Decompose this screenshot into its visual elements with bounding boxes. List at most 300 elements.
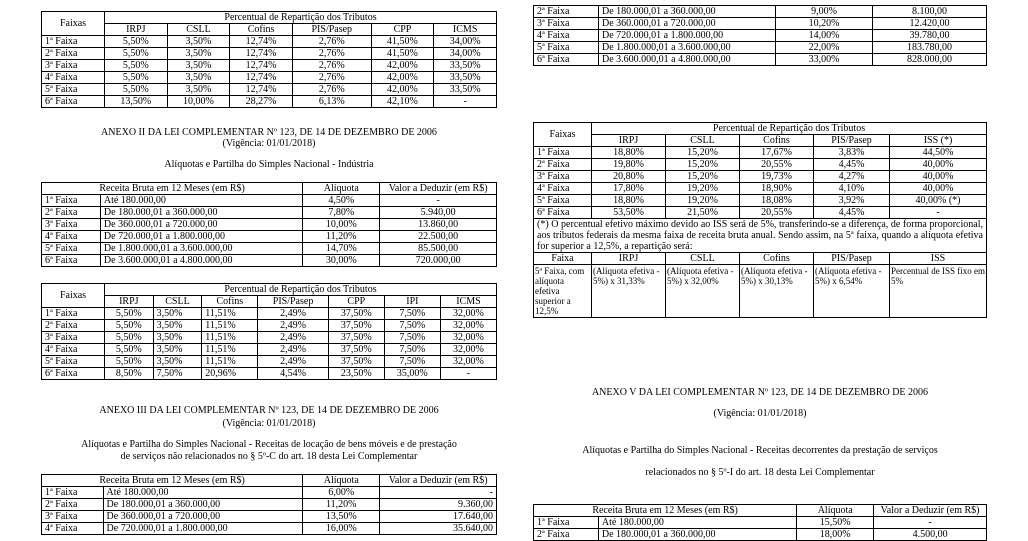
table-row (42, 499, 497, 511)
faixas-header: Faixas (42, 284, 105, 308)
table-cell: 18,80% (592, 147, 666, 159)
table-cell: 28,27% (230, 96, 293, 108)
table-header-row (534, 505, 987, 517)
table-cell: Até 180.000,00 (103, 487, 303, 499)
iss-footnote: (*) O percentual efetivo máximo devido ao ISS será de 5%, transferindo-se a diferença, de forma proporcional, aos tributos federais da mesma faixa de receita bruta anual. Sendo assim, na 5ª faixa, quando a alíquota efetiva for superior a 12,5%, a repartição será: (534, 219, 987, 253)
faixa-label: 1ª Faixa (534, 517, 599, 529)
table-cell: 33,50% (434, 72, 497, 84)
faixa-label: 1ª Faixa (42, 308, 105, 320)
table-header-row (42, 183, 497, 195)
table-cell: 21,50% (666, 207, 740, 219)
table-cell: 3,50% (167, 36, 230, 48)
table-cell: 10,00% (303, 219, 380, 231)
table-cell: 11,51% (202, 344, 258, 356)
table-row (42, 243, 497, 255)
table-row (42, 231, 497, 243)
table-cell: 42,00% (371, 72, 434, 84)
table-cell: 19,73% (740, 171, 814, 183)
anexo3-subtitle-1: Alíquotas e Partilha do Simples Nacional - Receitas de locação de bens móveis e de prestação (81, 439, 457, 450)
table-cell: 32,00% (440, 356, 496, 368)
table-cell: 10,20% (776, 18, 873, 30)
anexo2-aliquota-table (41, 182, 497, 267)
faixa-label: 3ª Faixa (534, 171, 592, 183)
table-cell: 13,50% (105, 96, 168, 108)
table-cell: 5,50% (105, 72, 168, 84)
anexo4-repartition-table (533, 122, 987, 318)
anexo3-vigencia: (Vigência: 01/01/2018) (222, 418, 316, 429)
table-cell: 2,76% (292, 60, 371, 72)
table-row (42, 368, 497, 380)
table-cell: 19,20% (666, 183, 740, 195)
table-cell: 19,80% (592, 159, 666, 171)
table-cell: De 360.000,01 a 720.000,00 (100, 219, 302, 231)
table-cell: 20,80% (592, 171, 666, 183)
table-cell: 2,49% (258, 344, 328, 356)
table-row (534, 159, 987, 171)
faixa-label: 3ª Faixa (42, 219, 101, 231)
table-cell: 828.000,00 (873, 54, 987, 66)
table-cell: 4,45% (814, 159, 890, 171)
col-header: Cofins (230, 24, 293, 36)
col-header: CPP (328, 296, 384, 308)
table-cell: (Alíquota efetiva - 5%) x 6,54% (814, 265, 890, 318)
faixa-label: 4ª Faixa (42, 344, 105, 356)
table-cell: De 180.000,01 a 360.000,00 (103, 499, 303, 511)
table-cell: 53,50% (592, 207, 666, 219)
faixa-label: 2ª Faixa (534, 6, 599, 18)
table-cell: 3,50% (167, 60, 230, 72)
faixa-label: 5ª Faixa (534, 195, 592, 207)
table-cell: 20,55% (740, 207, 814, 219)
table-cell: 20,96% (202, 368, 258, 380)
table-row (534, 517, 987, 529)
table-cell: 32,00% (440, 344, 496, 356)
anexo4-aliquota-table (533, 5, 987, 66)
table-row (42, 356, 497, 368)
col-header: CSLL (666, 253, 740, 265)
table-cell: 18,08% (740, 195, 814, 207)
faixa-label: 5ª Faixa (42, 356, 105, 368)
table-cell: 37,50% (328, 320, 384, 332)
table-cell: De 360.000,01 a 720.000,00 (599, 18, 776, 30)
table-row (42, 36, 497, 48)
table-cell: 34,00% (434, 36, 497, 48)
table-row (42, 511, 497, 523)
table-cell: 39.780,00 (873, 30, 987, 42)
table-cell: 9.360,00 (380, 499, 497, 511)
table-cell: (Alíquota efetiva - 5%) x 31,33% (592, 265, 666, 318)
table-cell: 11,51% (202, 332, 258, 344)
table-cell: 33,00% (776, 54, 873, 66)
table-cell: 14,00% (776, 30, 873, 42)
table-cell: 4,10% (814, 183, 890, 195)
col-header: ISS (*) (890, 135, 987, 147)
table-row (534, 171, 987, 183)
col-header: Alíquota (797, 505, 874, 517)
col-header: ISS (890, 253, 987, 265)
table-row (42, 344, 497, 356)
faixa-label: 1ª Faixa (42, 487, 104, 499)
table-cell: 4,54% (258, 368, 328, 380)
table-row (42, 487, 497, 499)
anexo5-title: ANEXO V DA LEI COMPLEMENTAR Nº 123, DE 14 DE DEZEMBRO DE 2006 (591, 387, 929, 398)
table-cell: 7,50% (153, 368, 202, 380)
faixas-header: Faixas (534, 123, 592, 147)
table-cell: - (434, 96, 497, 108)
table-cell: (Alíquota efetiva - 5%) x 32,00% (666, 265, 740, 318)
table-cell: 3,50% (153, 356, 202, 368)
table-cell: 7,50% (384, 344, 440, 356)
table-row (42, 84, 497, 96)
anexo5-aliquota-table (533, 504, 987, 541)
table-row (534, 54, 987, 66)
table-row (42, 320, 497, 332)
faixa-label: 6ª Faixa (42, 255, 101, 267)
table-cell: (Alíquota efetiva - 5%) x 30,13% (740, 265, 814, 318)
table-cell: 5ª Faixa, com alíquota efetiva superior a 12,5% (534, 265, 592, 318)
table-cell: 40,00% (*) (890, 195, 987, 207)
table-cell: 2,49% (258, 356, 328, 368)
table-cell: 5,50% (105, 332, 154, 344)
table-cell: 22,00% (776, 42, 873, 54)
table-row (42, 72, 497, 84)
table-cell: Percentual de ISS fixo em 5% (890, 265, 987, 318)
column-headers (42, 24, 497, 36)
table-cell: 33,50% (434, 84, 497, 96)
table-row (42, 255, 497, 267)
table-cell: 30,00% (303, 255, 380, 267)
faixa-label: 3ª Faixa (534, 18, 599, 30)
anexo5-subtitle-2: relacionados no § 5º-I do art. 18 desta Lei Complementar (645, 467, 875, 478)
table-cell: 13.860,00 (380, 219, 497, 231)
table-row (42, 332, 497, 344)
table-cell: 5,50% (105, 356, 154, 368)
table-cell: 5,50% (105, 84, 168, 96)
table-cell: 14,70% (303, 243, 380, 255)
col-header: IRPJ (592, 253, 666, 265)
table-cell: 22.500,00 (380, 231, 497, 243)
table-row (534, 30, 987, 42)
col-header: Valor a Deduzir (em R$) (380, 183, 497, 195)
table-cell: 3,50% (153, 320, 202, 332)
table-cell: 9,00% (776, 6, 873, 18)
table-row (42, 195, 497, 207)
anexo5-subtitle-1: Alíquotas e Partilha do Simples Nacional - Receitas decorrentes da prestação de serviços (582, 445, 938, 456)
table-cell: 12,74% (230, 72, 293, 84)
faixa-label: 5ª Faixa (42, 84, 105, 96)
col-header: ICMS (440, 296, 496, 308)
table-cell: 13,50% (303, 511, 380, 523)
table-row (534, 183, 987, 195)
table-cell: 35,00% (384, 368, 440, 380)
table-cell: 3,50% (167, 48, 230, 60)
faixa-label: 6ª Faixa (534, 54, 599, 66)
table-cell: Até 180.000,00 (598, 517, 796, 529)
table-cell: 11,20% (303, 231, 380, 243)
table-cell: 12,74% (230, 48, 293, 60)
table-cell: 11,51% (202, 320, 258, 332)
table-cell: 2,76% (292, 72, 371, 84)
table-cell: 5,50% (105, 60, 168, 72)
faixa-label: 4ª Faixa (42, 72, 105, 84)
col-header: PIS/Pasep (814, 253, 890, 265)
anexo1-repartition-table (41, 11, 497, 108)
table-row (534, 529, 987, 541)
table-cell: 35.640,00 (380, 523, 497, 535)
table-cell: 12,74% (230, 60, 293, 72)
table-row (534, 18, 987, 30)
table-cell: 5,50% (105, 344, 154, 356)
table-cell: 37,50% (328, 356, 384, 368)
table-header-row (42, 475, 497, 487)
table-cell: 37,50% (328, 332, 384, 344)
col-header: PIS/Pasep (292, 24, 371, 36)
column-headers (534, 135, 987, 147)
faixa-label: 4ª Faixa (42, 523, 104, 535)
table-cell: 15,20% (666, 159, 740, 171)
table-cell: 40,00% (890, 183, 987, 195)
table-row (534, 265, 987, 318)
table-cell: 3,50% (153, 308, 202, 320)
col-header: Faixa (534, 253, 592, 265)
faixa-label: 2ª Faixa (42, 499, 104, 511)
faixas-header: Faixas (42, 12, 105, 36)
table-cell: 7,50% (384, 320, 440, 332)
table-cell: 12.420,00 (873, 18, 987, 30)
table-cell: 85.500,00 (380, 243, 497, 255)
table-cell: 2,49% (258, 308, 328, 320)
table-cell: 23,50% (328, 368, 384, 380)
faixa-label: 5ª Faixa (534, 42, 599, 54)
table-cell: 33,50% (434, 60, 497, 72)
col-header: Receita Bruta em 12 Meses (em R$) (534, 505, 797, 517)
faixa-label: 2ª Faixa (42, 320, 105, 332)
faixa-label: 3ª Faixa (42, 332, 105, 344)
table-cell: 41,50% (371, 48, 434, 60)
table-cell: 6,13% (292, 96, 371, 108)
table-cell: 32,00% (440, 332, 496, 344)
col-header: ICMS (434, 24, 497, 36)
table-cell: 5,50% (105, 36, 168, 48)
table-cell: 17,67% (740, 147, 814, 159)
table-cell: 7,50% (384, 308, 440, 320)
table-cell: 7,50% (384, 332, 440, 344)
col-header: Cofins (202, 296, 258, 308)
table-cell: 4,27% (814, 171, 890, 183)
table-row (534, 195, 987, 207)
table-cell: 12,74% (230, 84, 293, 96)
faixa-label: 6ª Faixa (534, 207, 592, 219)
anexo3-subtitle-2: de serviços não relacionados no § 5º-C do art. 18 desta Lei Complementar (120, 451, 418, 462)
table-cell: 19,20% (666, 195, 740, 207)
col-header: Valor a Deduzir (em R$) (874, 505, 987, 517)
table-cell: 10,00% (167, 96, 230, 108)
col-header: Alíquota (303, 183, 380, 195)
table-cell: 18,90% (740, 183, 814, 195)
table-cell: 5,50% (105, 308, 154, 320)
col-header: PIS/Pasep (814, 135, 890, 147)
table-row (534, 207, 987, 219)
table-cell: 4.500,00 (874, 529, 987, 541)
col-header: IRPJ (105, 24, 168, 36)
table-cell: - (380, 487, 497, 499)
col-header: Receita Bruta em 12 Meses (em R$) (42, 475, 303, 487)
table-cell: 2,76% (292, 36, 371, 48)
table-cell: - (874, 517, 987, 529)
table-cell: - (440, 368, 496, 380)
table-cell: Até 180.000,00 (100, 195, 302, 207)
table-cell: De 3.600.000,01 a 4.800.000,00 (100, 255, 302, 267)
col-header: CSLL (167, 24, 230, 36)
table-cell: 17,80% (592, 183, 666, 195)
table-cell: De 180.000,01 a 360.000,00 (599, 6, 776, 18)
table-cell: - (890, 207, 987, 219)
table-cell: 11,51% (202, 356, 258, 368)
repartition-super-header: Percentual de Repartição dos Tributos (105, 284, 497, 296)
table-cell: 11,20% (303, 499, 380, 511)
table-cell: 42,00% (371, 84, 434, 96)
table-cell: 3,50% (153, 344, 202, 356)
table-cell: 8.100,00 (873, 6, 987, 18)
repartition-super-header: Percentual de Repartição dos Tributos (105, 12, 497, 24)
faixa-label: 6ª Faixa (42, 368, 105, 380)
table-cell: 18,80% (592, 195, 666, 207)
table-row (42, 308, 497, 320)
table-cell: 32,00% (440, 308, 496, 320)
table-row (42, 60, 497, 72)
table-cell: 8,50% (105, 368, 154, 380)
table-cell: 41,50% (371, 36, 434, 48)
table-cell: De 720.000,01 a 1.800.000,00 (100, 231, 302, 243)
anexo2-subtitle: Alíquotas e Partilha do Simples Nacional - Indústria (164, 159, 374, 170)
table-cell: 37,50% (328, 308, 384, 320)
col-header: Cofins (740, 135, 814, 147)
table-cell: 34,00% (434, 48, 497, 60)
table-cell: 5.940,00 (380, 207, 497, 219)
faixa-label: 2ª Faixa (42, 48, 105, 60)
table-cell: 4,45% (814, 207, 890, 219)
table-cell: De 720.000,01 a 1.800.000,00 (103, 523, 303, 535)
table-cell: 20,55% (740, 159, 814, 171)
table-cell: De 1.800.000,01 a 3.600.000,00 (599, 42, 776, 54)
faixa-label: 3ª Faixa (42, 511, 104, 523)
table-cell: 720.000,00 (380, 255, 497, 267)
table-row (42, 96, 497, 108)
anexo3-title: ANEXO III DA LEI COMPLEMENTAR Nº 123, DE 14 DE DEZEMBRO DE 2006 (99, 405, 439, 416)
table-cell: 37,50% (328, 344, 384, 356)
table-cell: De 180.000,01 a 360.000,00 (598, 529, 796, 541)
table-row (534, 6, 987, 18)
table-cell: 16,00% (303, 523, 380, 535)
table-row (42, 207, 497, 219)
faixa-label: 5ª Faixa (42, 243, 101, 255)
faixa-label: 4ª Faixa (42, 231, 101, 243)
table-cell: 5,50% (105, 320, 154, 332)
table-cell: De 180.000,01 a 360.000,00 (100, 207, 302, 219)
faixa-label: 2ª Faixa (42, 207, 101, 219)
anexo2-vigencia: (Vigência: 01/01/2018) (222, 138, 316, 149)
faixa-label: 4ª Faixa (534, 30, 599, 42)
sub-header-row (534, 253, 987, 265)
table-row (534, 42, 987, 54)
faixa-label: 2ª Faixa (534, 529, 599, 541)
table-row (42, 523, 497, 535)
table-cell: 2,49% (258, 332, 328, 344)
table-cell: 2,76% (292, 48, 371, 60)
table-cell: 3,83% (814, 147, 890, 159)
table-cell: 7,50% (384, 356, 440, 368)
faixa-label: 6ª Faixa (42, 96, 105, 108)
table-cell: - (380, 195, 497, 207)
table-cell: 11,51% (202, 308, 258, 320)
table-row (534, 147, 987, 159)
faixa-label: 3ª Faixa (42, 60, 105, 72)
table-cell: 6,00% (303, 487, 380, 499)
table-row (42, 219, 497, 231)
table-cell: 15,20% (666, 147, 740, 159)
table-cell: 42,10% (371, 96, 434, 108)
table-cell: 2,49% (258, 320, 328, 332)
faixa-label: 1ª Faixa (42, 195, 101, 207)
table-cell: De 3.600.000,01 a 4.800.000,00 (599, 54, 776, 66)
anexo3-aliquota-table (41, 474, 497, 535)
col-header: IRPJ (105, 296, 154, 308)
col-header: Receita Bruta em 12 Meses (em R$) (42, 183, 303, 195)
col-header: IPI (384, 296, 440, 308)
col-header: IRPJ (592, 135, 666, 147)
faixa-label: 4ª Faixa (534, 183, 592, 195)
col-header: Cofins (740, 253, 814, 265)
table-cell: 40,00% (890, 171, 987, 183)
table-cell: 3,50% (167, 72, 230, 84)
anexo2-title: ANEXO II DA LEI COMPLEMENTAR Nº 123, DE 14 DE DEZEMBRO DE 2006 (101, 127, 437, 138)
table-cell: 5,50% (105, 48, 168, 60)
anexo5-vigencia: (Vigência: 01/01/2018) (713, 408, 807, 419)
table-cell: 42,00% (371, 60, 434, 72)
table-cell: 3,50% (167, 84, 230, 96)
table-cell: 7,80% (303, 207, 380, 219)
col-header: Alíquota (303, 475, 380, 487)
anexo2-repartition-table (41, 283, 497, 380)
column-headers (42, 296, 497, 308)
table-cell: 18,00% (797, 529, 874, 541)
faixa-label: 1ª Faixa (42, 36, 105, 48)
table-cell: 183.780,00 (873, 42, 987, 54)
faixa-label: 1ª Faixa (534, 147, 592, 159)
repartition-super-header: Percentual de Repartição dos Tributos (592, 123, 987, 135)
faixa-label: 2ª Faixa (534, 159, 592, 171)
col-header: CPP (371, 24, 434, 36)
table-cell: 40,00% (890, 159, 987, 171)
col-header: CSLL (153, 296, 202, 308)
table-cell: 15,50% (797, 517, 874, 529)
table-cell: De 360.000,01 a 720.000,00 (103, 511, 303, 523)
table-cell: 12,74% (230, 36, 293, 48)
col-header: Valor a Deduzir (em R$) (380, 475, 497, 487)
table-cell: De 1.800.000,01 a 3.600.000,00 (100, 243, 302, 255)
table-cell: 44,50% (890, 147, 987, 159)
table-cell: 15,20% (666, 171, 740, 183)
col-header: PIS/Pasep (258, 296, 328, 308)
table-row (42, 48, 497, 60)
table-cell: 3,92% (814, 195, 890, 207)
table-cell: 3,50% (153, 332, 202, 344)
table-cell: 32,00% (440, 320, 496, 332)
table-cell: De 720.000,01 a 1.800.000,00 (599, 30, 776, 42)
table-cell: 17.640,00 (380, 511, 497, 523)
table-cell: 2,76% (292, 84, 371, 96)
table-cell: 4,50% (303, 195, 380, 207)
